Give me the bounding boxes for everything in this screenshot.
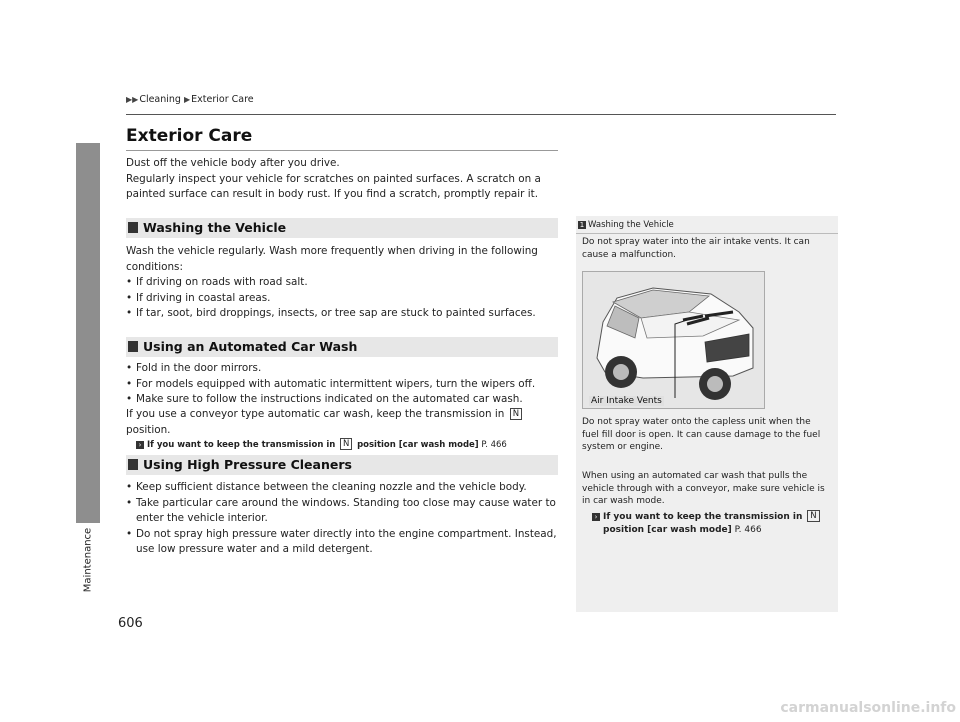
header-rule [126, 114, 836, 115]
note-text: Do not spray water into the air intake vents. It can [582, 237, 810, 247]
note-text: system or engine. [582, 442, 664, 452]
note-cross-reference-link[interactable] [592, 510, 822, 536]
washing-text: Wash the vehicle regularly. Wash more frequently when driving in the following [126, 245, 538, 257]
reference-arrow-icon: › [592, 513, 600, 521]
conveyor-paragraph [126, 407, 566, 438]
note-text: in car wash mode. [582, 496, 665, 506]
note-heading [578, 220, 674, 230]
neutral-key-icon: N [510, 408, 522, 420]
neutral-key-icon: N [807, 510, 819, 522]
page-title: Exterior Care [126, 126, 253, 146]
list-item: • Make sure to follow the instructions indicated on the automated car wash. [126, 392, 562, 408]
ref-text: position [car wash mode] [603, 524, 732, 535]
breadcrumb-item-cleaning[interactable]: Cleaning [139, 94, 181, 105]
note-paragraph [582, 236, 832, 261]
reference-arrow-icon: › [136, 441, 144, 449]
intro-line: Regularly inspect your vehicle for scratches on painted surfaces. A scratch on a [126, 172, 541, 185]
section-square-icon [128, 459, 138, 470]
vehicle-drawing [583, 272, 764, 408]
vehicle-illustration [582, 271, 765, 409]
list-item: • For models equipped with automatic intermittent wipers, turn the wipers off. [126, 377, 562, 393]
conveyor-text: If you use a conveyor type automatic car wash, keep the transmission in [126, 408, 505, 420]
auto-wash-list [126, 361, 562, 408]
list-item [126, 527, 562, 558]
ref-text: position [car wash mode] [357, 440, 479, 450]
figure-label: Air Intake Vents [591, 396, 662, 406]
breadcrumb [126, 94, 254, 105]
high-pressure-list [126, 480, 562, 558]
intro-line: Dust off the vehicle body after you drive. [126, 157, 340, 169]
section-square-icon [128, 341, 138, 352]
note-text: Do not spray water onto the capless unit when the [582, 417, 811, 427]
section-title: Washing the Vehicle [143, 220, 287, 235]
side-tab-text: Maintenance [82, 527, 94, 593]
intro-paragraph [126, 156, 556, 203]
washing-text: conditions: [126, 260, 183, 273]
note-rule [576, 233, 838, 234]
section-header-high-pressure [126, 455, 558, 475]
list-item: • If driving on roads with road salt. [126, 275, 562, 291]
section-title: Using High Pressure Cleaners [143, 457, 352, 472]
list-item: • If tar, soot, bird droppings, insects, or tree sap are stuck to painted surfaces. [126, 306, 562, 322]
intro-line: painted surface can result in body rust. If you find a scratch, promptly repair it. [126, 188, 539, 200]
list-item: • Fold in the door mirrors. [126, 361, 562, 377]
list-item: • Keep sufficient distance between the cleaning nozzle and the vehicle body. [126, 480, 562, 496]
side-tab-label [76, 500, 100, 620]
ref-page: P. 466 [481, 440, 507, 450]
section-square-icon [128, 222, 138, 233]
list-text: Take particular care around the windows. Standing too close may cause water to [136, 496, 556, 509]
list-item: • If driving in coastal areas. [126, 291, 562, 307]
breadcrumb-item-exterior-care[interactable]: Exterior Care [191, 94, 254, 105]
section-title: Using an Automated Car Wash [143, 339, 358, 354]
note-arrow-icon: 1 [579, 221, 585, 229]
note-text: cause a malfunction. [582, 249, 677, 260]
side-tab [76, 143, 100, 523]
note-text: When using an automated car wash that pulls the [582, 471, 808, 481]
note-paragraph [582, 470, 832, 508]
section-header-washing [126, 218, 558, 238]
title-rule [126, 150, 558, 151]
note-text: vehicle through with a conveyor, make sure vehicle is [582, 483, 825, 494]
page-number: 606 [118, 616, 143, 631]
washing-paragraph [126, 244, 562, 275]
conveyor-text: position. [126, 423, 171, 436]
list-text: enter the vehicle interior. [136, 512, 268, 524]
section-header-auto-wash [126, 337, 558, 357]
list-text: Do not spray high pressure water directly into the engine compartment. Instead, [136, 527, 557, 540]
breadcrumb-arrow-icon: ▶▶ [126, 95, 139, 104]
note-heading-text: Washing the Vehicle [588, 220, 674, 230]
note-text: fuel fill door is open. It can cause damage to the fuel [582, 429, 821, 440]
list-text: use low pressure water and a mild detergent. [136, 543, 373, 555]
washing-list [126, 275, 562, 322]
neutral-key-icon: N [340, 438, 352, 450]
breadcrumb-arrow-icon: ▶ [184, 95, 191, 104]
ref-page: P. 466 [734, 524, 762, 535]
note-paragraph [582, 416, 832, 454]
ref-text: If you want to keep the transmission in [147, 440, 336, 450]
side-note-panel [576, 216, 838, 612]
list-item [126, 496, 562, 527]
ref-text: If you want to keep the transmission in [603, 512, 803, 522]
cross-reference-link[interactable] [136, 438, 507, 450]
watermark: carmanualsonline.info [780, 700, 956, 716]
